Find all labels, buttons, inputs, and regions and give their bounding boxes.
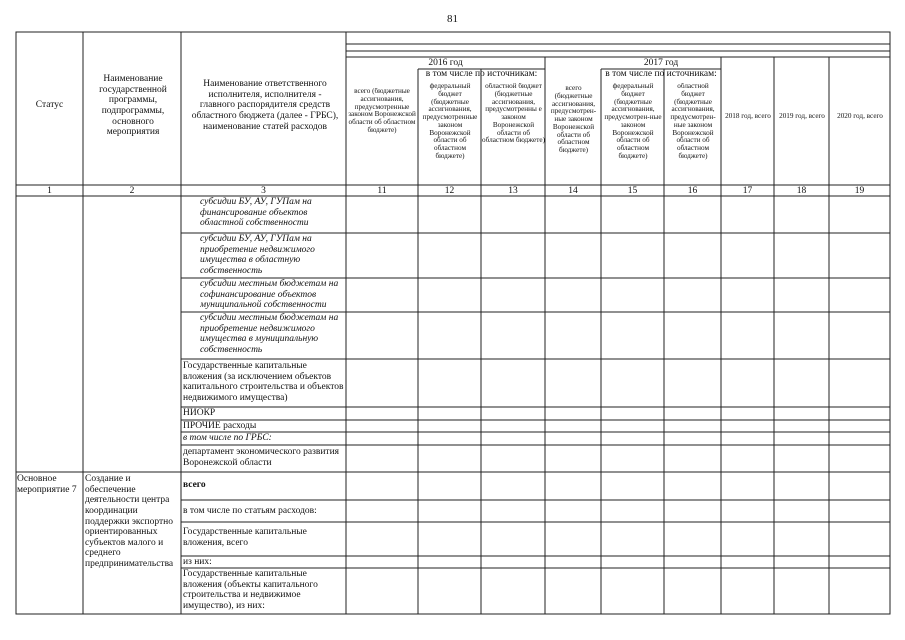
header-federal-2017: федеральный бюджет (бюджетные ассигнования, предусмотрен-ные законом Воронежской области об областном бюджете)	[604, 83, 662, 160]
col-num-3: 3	[261, 186, 266, 196]
activity-name: Создание и обеспечение деятельности центра координации поддержки экспортно ориентированных субъектов малого и среднего предпринимательства	[85, 474, 174, 569]
header-2018: 2018 год, всего	[725, 113, 771, 120]
row-14-label: Государственные капитальные вложения (объекты капитального строительства и недвижимое имущество), из них:	[183, 569, 318, 611]
header-total-2016: всего (бюджетные ассигнования, предусмотренные законом Воронежской области об областном бюджете)	[348, 88, 416, 134]
col-num-11: 11	[377, 186, 387, 196]
row-12-label: Государственные капитальные вложения, всего	[183, 527, 307, 548]
row-5-label: Государственные капитальные вложения (за исключением объектов капитального строительства и объектов недвижимого имущества)	[183, 361, 344, 403]
header-program-name: Наименование государственной программы, подпрограммы, основного мероприятия	[99, 74, 167, 138]
row-9-label: департамент экономического развития Воронежской области	[183, 447, 340, 468]
col-num-18: 18	[796, 186, 807, 196]
header-total-2017: всего (бюджетные ассигнования, предусмотрен-ные законом Воронежской области об областном бюджете)	[550, 85, 597, 155]
header-incl-sources-2017: в том числе по источникам:	[605, 69, 717, 79]
col-num-12: 12	[444, 186, 455, 196]
header-executor: Наименование ответственного исполнителя, исполнителя - главного распорядителя средств областного бюджета (далее - ГРБС), наименование статей расходов	[191, 79, 339, 132]
col-num-14: 14	[568, 186, 578, 196]
header-year-2017: 2017 год	[643, 58, 679, 68]
header-2020: 2020 год, всего	[837, 113, 883, 120]
row-1-label: субсидии БУ, АУ, ГУПам на финансирование объектов областной собственности	[200, 197, 312, 229]
col-num-16: 16	[687, 186, 698, 196]
col-num-15: 15	[627, 186, 638, 196]
page-number: 81	[447, 13, 458, 25]
col-num-2: 2	[129, 186, 135, 196]
row-13-label: из них:	[183, 557, 212, 567]
header-incl-sources-2016: в том числе по источникам:	[425, 69, 538, 79]
row-2-label: субсидии БУ, АУ, ГУПам на приобретение недвижимого имущества в областную собственность	[200, 234, 315, 276]
row-10-label: всего	[183, 480, 206, 490]
row-4-label: субсидии местным бюджетам на приобретение недвижимого имущества в муниципальную собственность	[200, 313, 339, 355]
header-year-2016: 2016 год	[428, 58, 463, 68]
row-3-label: субсидии местным бюджетам на софинансирование объектов муниципальной собственности	[200, 279, 339, 311]
row-7-label: ПРОЧИЕ расходы	[183, 421, 257, 431]
activity-status: Основное мероприятие 7	[17, 474, 77, 495]
header-regional-2016: областной бюджет (бюджетные ассигнования, предусмотренны е законом Воронежской области об областном бюджете)	[482, 83, 545, 145]
header-2019: 2019 год, всего	[779, 113, 825, 120]
row-6-label: НИОКР	[183, 408, 216, 418]
row-8-label: в том числе по ГРБС:	[183, 433, 272, 443]
col-num-13: 13	[508, 186, 518, 196]
col-num-19: 19	[854, 186, 865, 196]
header-regional-2017: областной бюджет (бюджетные ассигнования, предусмотрен-ные законом Воронежской области об областном бюджете)	[670, 83, 716, 160]
col-num-17: 17	[742, 186, 753, 196]
header-federal-2016: федеральный бюджет (бюджетные ассигнования, предусмотренные законом Воронежской области об областном бюджете)	[422, 83, 478, 160]
col-num-1: 1	[47, 186, 52, 196]
row-11-label: в том числе по статьям расходов:	[183, 506, 317, 516]
header-status: Статус	[35, 100, 64, 110]
